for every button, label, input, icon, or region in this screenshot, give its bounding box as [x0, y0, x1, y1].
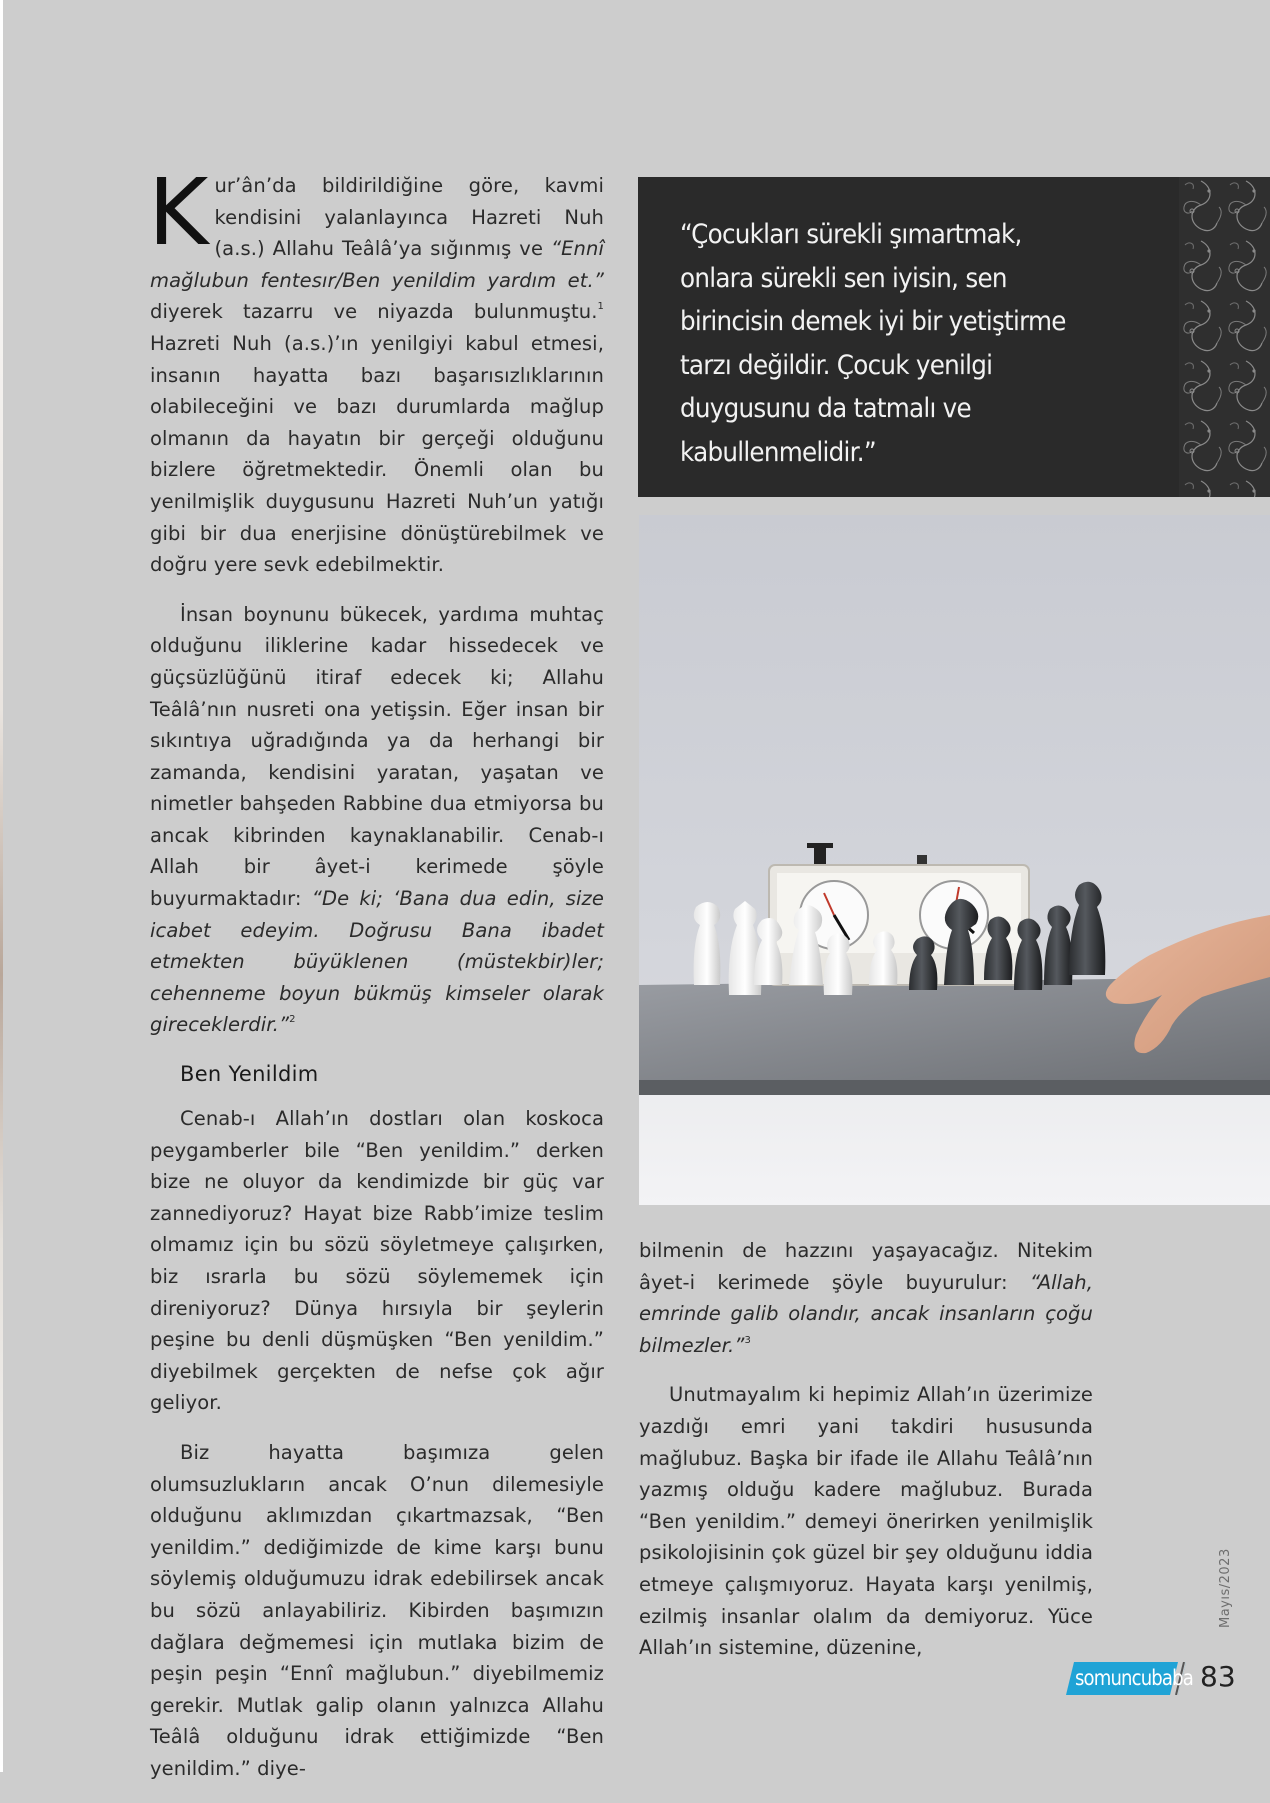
pull-quote-text: “Çocukları sürekli şımartmak, onlara sürekli sen iyisin, sen birincisin demek iyi bir yetiştirme tarzı değildir. Çocuk yenilgi duygusunu da tatmalı ve kabullenmelidir.” [680, 219, 1066, 468]
quote-inline: “Ennî mağlubun fentesır/Ben yenildim yardım et.” [150, 237, 604, 292]
paragraph-4: Biz hayatta başımıza gelen olumsuzlukların ancak O’nun dilemesiyle olduğunu aklımızdan çıkartmazsak, “Ben yenildim.” dediğimizde de kime karşı bunu söylemiş olduğumuzu idrak edebilirsek ancak bu sözü anlayabiliriz. Kibirden başımızın dağlara değmemesi için mutlaka bizim de peşin peşin “Ennî mağlubun.” diyebilmemiz gerekir. Mutlak galip olanın yalnızca Allahu Teâlâ olduğunu idrak ettiğimizde “Ben yenildim.” diye- [150, 1440, 604, 1780]
article-right-column [639, 1235, 1093, 1682]
page-number: 83 [1200, 1660, 1236, 1693]
dropcap: K [148, 159, 209, 266]
article-left-column [148, 159, 604, 1803]
footnote-ref: 1 [597, 301, 604, 313]
chess-photo [639, 515, 1270, 1205]
ornament-pattern-icon [1179, 177, 1270, 497]
footnote-ref: 2 [289, 1014, 296, 1026]
footnote-ref: 3 [744, 1334, 751, 1346]
page-edge [0, 0, 3, 1772]
paragraph-6: Unutmayalım ki hepimiz Allah’ın üzerimize yazdığı emri yani takdiri hususunda mağlubuz. Başka bir ifade ile Allahu Teâlâ’nın yazmış olduğu kadere mağlubuz. Burada “Ben yenildim.” demeyi önerirken yenilmişlik psikolojisinin çok güzel bir şey olduğunu iddia etmeye çalışmıyoruz. Hayata karşı yenilmiş, ezilmiş insanlar olalım da demiyoruz. Yüce Allah’ın sistemine, düzenine, [639, 1383, 1093, 1660]
paragraph-2: İnsan boynunu bükecek, yardıma muhtaç olduğunu iliklerine kadar hissedecek ve güçsüzlüğünü itiraf edecek ki; Allahu Teâlâ’nın nusreti ona yetişsin. Eğer insan bir sıkıntıya uğradığında ya da herhangi bir zamanda, kendisini yaratan, yaşatan ve nimetler bahşeden Rabbine dua etmiyorsa bu ancak kibrinden kaynaklanabilir. Cenab-ı Allah bir âyet-i kerimede şöyle buyurmaktadır: “De ki; ‘Bana dua edin, size icabet edeyim. Doğrusu Bana ibadet etmekten büyüklenen (müstekbir)ler; cehenneme boyun bükmüş kimseler olarak gireceklerdir.”$^2$ [150, 602, 604, 1037]
paragraph-3: Cenab-ı Allah’ın dostları olan koskoca peygamberler bile “Ben yenildim.” derken bize ne oluyor da kendimizde bir güç var zannediyoruz? Hayat bize Rabb’imize teslim olmamız için bu sözü söyletmeye çalışırken, biz ısrarla bu sözü söylememek için direniyoruz? Dünya hırsıyla bir şeylerin peşine bu denli düşmüşken “Ben yenildim.” diyebilmek gerçekten de nefse çok ağır geliyor. [150, 1107, 604, 1415]
section-heading: Ben Yenildim [180, 1062, 319, 1087]
brand-name: somuncubaba [1075, 1666, 1193, 1690]
quote-inline: “Allah, emrinde galib olandır, ancak insanların çoğu bilmezler.” [639, 1270, 1093, 1357]
paragraph-5: bilmenin de hazzını yaşayacağız. Nitekim âyet-i kerimede şöyle buyurulur: “Allah, emrinde galib olandır, ancak insanların çoğu bilmezler.”$^3$ [639, 1239, 1093, 1357]
pull-quote-box [638, 177, 1270, 497]
paragraph-intro: Kur’ân’da bildirildiğine göre, kavmi kendisini yalanlayınca Hazreti Nuh (a.s.) Allahu Teâlâ’ya sığınmış ve “Ennî mağlubun fentesır/Ben yenildim yardım et.” diyerek tazarru ve niyazda bulunmuştu.$^1$ Hazreti Nuh (a.s.)’ın yenilgiyi kabul etmesi, insanın hayatta bazı başarısızlıklarının olabileceğini ve bazı durumlarda mağlup olmanın da hayatın bir gerçeği olduğunu bizlere öğretmektedir. Önemli olan bu yenilmişlik duygusunu Hazreti Nuh’un yatığı gibi bir dua enerjisine dönüştürebilmek ve doğru yere sevk edebilmektir. [148, 159, 604, 577]
quote-inline: “De ki; ‘Bana dua edin, size icabet edeyim. Doğrusu Bana ibadet etmekten büyüklenen (müstekbir)ler; cehenneme boyun bükmüş kimseler olarak gireceklerdir.” [150, 887, 604, 1037]
issue-date: Mayıs/2023 [1218, 1548, 1233, 1628]
